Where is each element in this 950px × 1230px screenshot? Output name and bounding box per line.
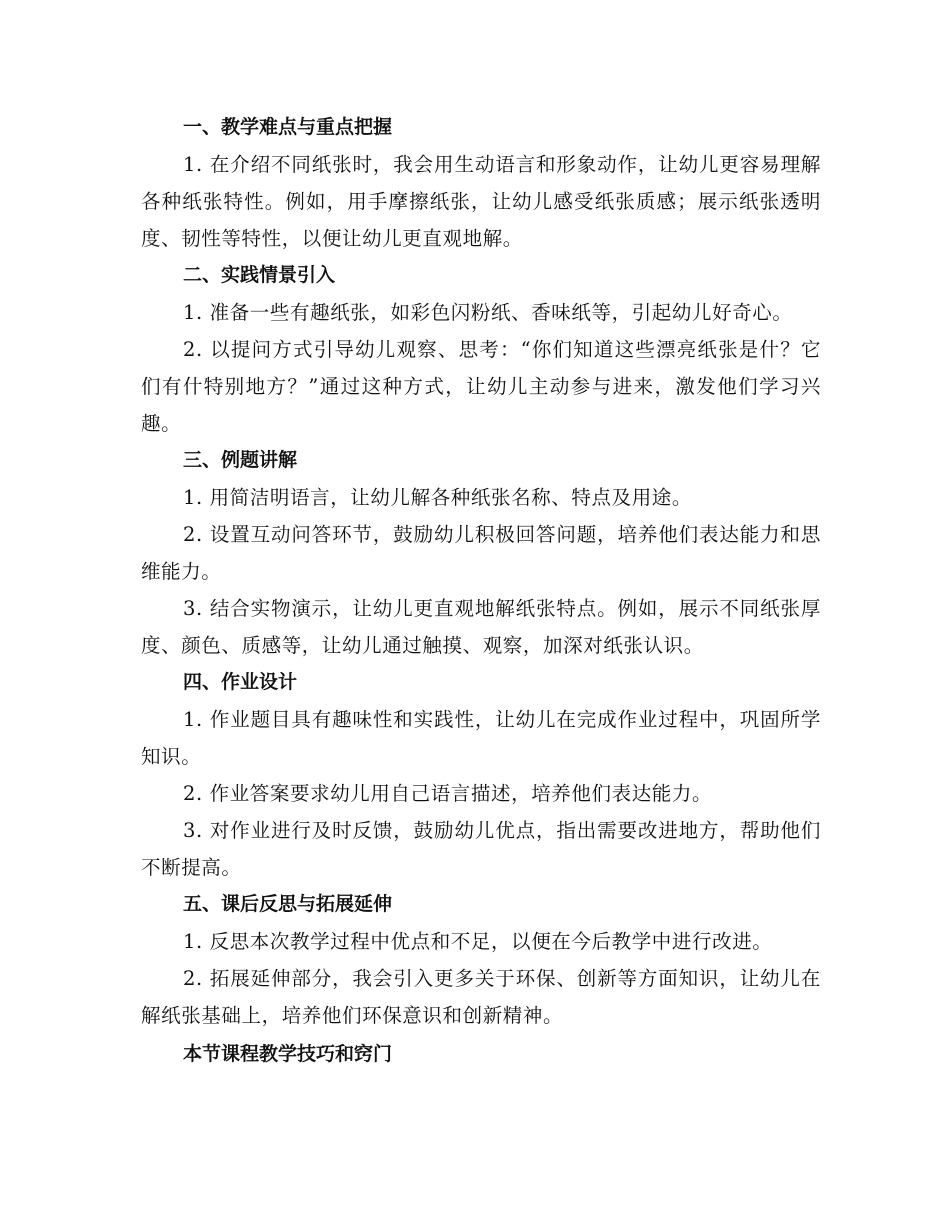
- paragraph-3-2: 2. 设置互动问答环节，鼓励幼儿积极回答问题，培养他们表达能力和思维能力。: [141, 523, 821, 583]
- section-heading-4: 四、作业设计: [183, 671, 298, 693]
- section-heading-2: 二、实践情景引入: [183, 264, 336, 286]
- paragraph-2-2: 2. 以提问方式引导幼儿观察、思考：“你们知道这些漂亮纸张是什？它们有什特别地方？”通过这种方式，让幼儿主动参与进来，激发他们学习兴趣。: [141, 338, 821, 435]
- paragraph-4-3: 3. 对作业进行及时反馈，鼓励幼儿优点，指出需要改进地方，帮助他们不断提高。: [141, 819, 821, 879]
- section-heading-3: 三、例题讲解: [183, 449, 298, 471]
- closing-heading: 本节课程教学技巧和窍门: [183, 1043, 393, 1065]
- paragraph-4-1: 1. 作业题目具有趣味性和实践性，让幼儿在完成作业过程中，巩固所学知识。: [141, 708, 821, 768]
- paragraph-5-2: 2. 拓展延伸部分，我会引入更多关于环保、创新等方面知识，让幼儿在解纸张基础上，培养他们环保意识和创新精神。: [141, 967, 821, 1027]
- section-heading-1: 一、教学难点与重点把握: [183, 116, 393, 138]
- paragraph-1-1: 1. 在介绍不同纸张时，我会用生动语言和形象动作，让幼儿更容易理解各种纸张特性。例如，用手摩擦纸张，让幼儿感受纸张质感；展示纸张透明度、韧性等特性，以便让幼儿更直观地解。: [141, 153, 821, 250]
- paragraph-4-2: 2. 作业答案要求幼儿用自己语言描述，培养他们表达能力。: [183, 782, 713, 805]
- paragraph-3-3: 3. 结合实物演示，让幼儿更直观地解纸张特点。例如，展示不同纸张厚度、颜色、质感等，让幼儿通过触摸、观察，加深对纸张认识。: [141, 597, 821, 657]
- document-body: [141, 109, 821, 1073]
- paragraph-5-1: 1. 反思本次教学过程中优点和不足，以便在今后教学中进行改进。: [183, 930, 773, 953]
- paragraph-3-1: 1. 用简洁明语言，让幼儿解各种纸张名称、特点及用途。: [183, 486, 693, 509]
- section-heading-5: 五、课后反思与拓展延伸: [183, 893, 393, 915]
- paragraph-2-1: 1. 准备一些有趣纸张，如彩色闪粉纸、香味纸等，引起幼儿好奇心。: [183, 301, 793, 324]
